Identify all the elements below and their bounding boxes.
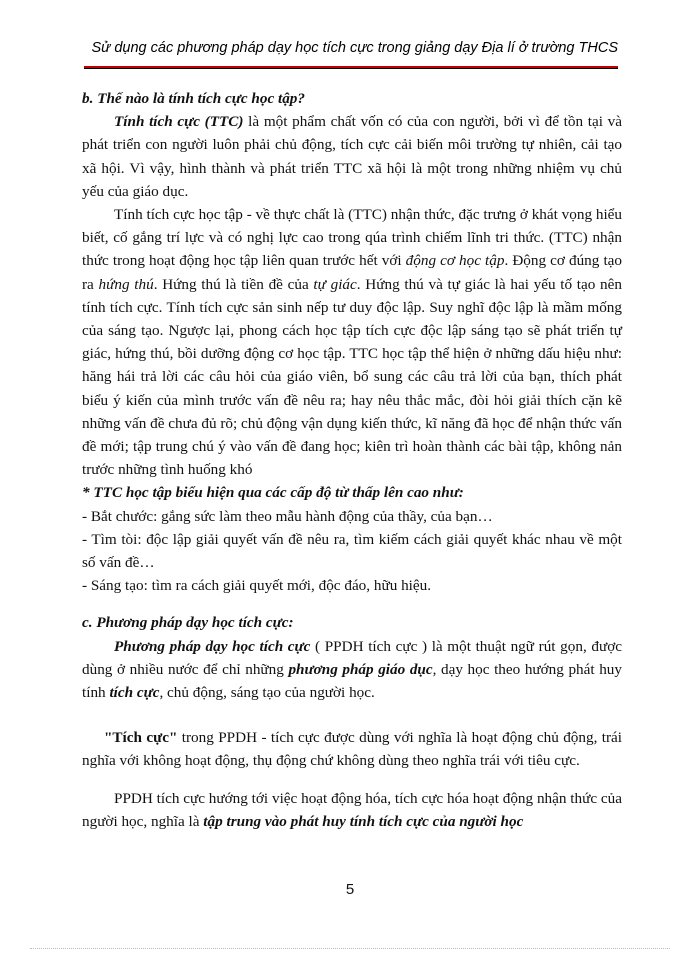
header-rule — [84, 66, 618, 69]
paragraph-text: . Động cơ đúng tạo ra — [82, 252, 623, 293]
paragraph-text: . Hứng thú và tự giác là hai yếu tố tạo nên tính tích cực. Tính tích cực sản sinh nếp tư duy độc lập. Suy nghĩ độc lập là mầm mống của sáng tạo. Ngược lại, phong cách học tập tích cực độc lập sáng tạo sẽ phát triển tự giác, hứng thú, bồi dưỡng động cơ học tập. TTC học tập thể hiện ở những dấu hiệu như: hăng hái trả lời các câu hỏi của giáo viên, bổ sung các câu trả lời của bạn, thích phát biểu ý kiến của mình trước vấn đề nêu ra; hay nêu thắc mắc, đòi hỏi giải thích cặn kẽ những vấn đề chưa đủ rõ; chủ động vận dụng kiến thức, kĩ năng đã học để nhận thức vấn đề mới; tập trung chú ý vào vấn đề đang học; kiên trì hoàn thành các bài tập, không nản trước những tình huống khó — [82, 275, 622, 479]
running-header: Sử dụng các phương pháp dạy học tích cực trong giảng dạy Địa lí ở trường THCS — [91, 40, 618, 56]
section-b-heading: b. Thế nào là tính tích cực học tập? — [82, 90, 305, 107]
page-number: 5 — [345, 881, 355, 898]
paragraph-text: ( PPDH tích cực ) là một thuật ngữ rút gọn, được dùng ở nhiều nước để chỉ những — [82, 637, 622, 678]
page-content — [82, 87, 622, 833]
term-focus-learner: tập trung vào phát huy tính tích cực của người học — [203, 812, 524, 830]
paragraph-learning-activity — [82, 203, 622, 481]
section-c-heading: c. Phương pháp dạy học tích cực: — [82, 614, 294, 632]
paragraph-text: trong PPDH - tích cực được dùng với nghĩa là hoạt động chủ động, trái nghĩa với không hoạt động, thụ động chứ không dùng theo nghĩa trái với tiêu cực. — [82, 729, 623, 770]
term-self-aware: tự giác — [313, 275, 357, 293]
levels-heading: * TTC học tập biểu hiện qua các cấp độ từ thấp lên cao như: — [82, 484, 464, 502]
paragraph-text: , chủ động, sáng tạo của người học. — [159, 684, 375, 702]
term-tich-cuc: "Tích cực" — [104, 729, 178, 747]
term-ttc: Tính tích cực (TTC) — [114, 113, 244, 131]
paragraph-ttc-definition — [82, 110, 622, 203]
paragraph-active-direction — [82, 787, 622, 833]
term-active: tích cực — [109, 684, 160, 702]
term-motive: động cơ học tập — [405, 252, 505, 270]
term-active-methods: Phương pháp dạy học tích cực — [114, 637, 311, 655]
level-item: - Tìm tòi: độc lập giải quyết vấn đề nêu ra, tìm kiếm cách giải quyết khác nhau về một số vấn đề… — [82, 530, 622, 572]
paragraph-active-methods — [82, 635, 622, 705]
paragraph-text: , dạy học theo hướng phát huy tính — [82, 660, 622, 702]
term-education-method: phương pháp giáo dục — [288, 660, 433, 678]
paragraph-text: là một phẩm chất vốn có của con người, bởi vì để tồn tại và phát triển con người luôn phải chủ động, tích cực cải biến môi trường tự nhiên, cải tạo xã hội. Vì vậy, hình thành và phát triển TTC xã hội là một trong những nhiệm vụ chủ yếu của giáo dục. — [82, 113, 622, 200]
footer-rule — [30, 948, 670, 949]
paragraph-text: Tính tích cực học tập - về thực chất là (TTC) nhận thức, đặc trưng ở khát vọng hiểu biết, cố gắng trí lực và có nghị lực cao trong qúa trình chiếm lĩnh tri thức. (TTC) nhận thức trong hoạt động học tập liên quan trước hết với — [82, 206, 622, 270]
level-item: - Sáng tạo: tìm ra cách giải quyết mới, độc đáo, hữu hiệu. — [82, 577, 432, 595]
paragraph-text: . Hứng thú là tiền đề của — [153, 275, 314, 293]
paragraph-text: PPDH tích cực hướng tới việc hoạt động hóa, tích cực hóa hoạt động nhận thức của người học, nghĩa là — [82, 789, 622, 830]
term-interest: hứng thú — [98, 275, 154, 293]
level-item: - Bắt chước: gắng sức làm theo mẫu hành động của thầy, của bạn… — [82, 507, 493, 525]
paragraph-active-meaning — [82, 726, 622, 772]
